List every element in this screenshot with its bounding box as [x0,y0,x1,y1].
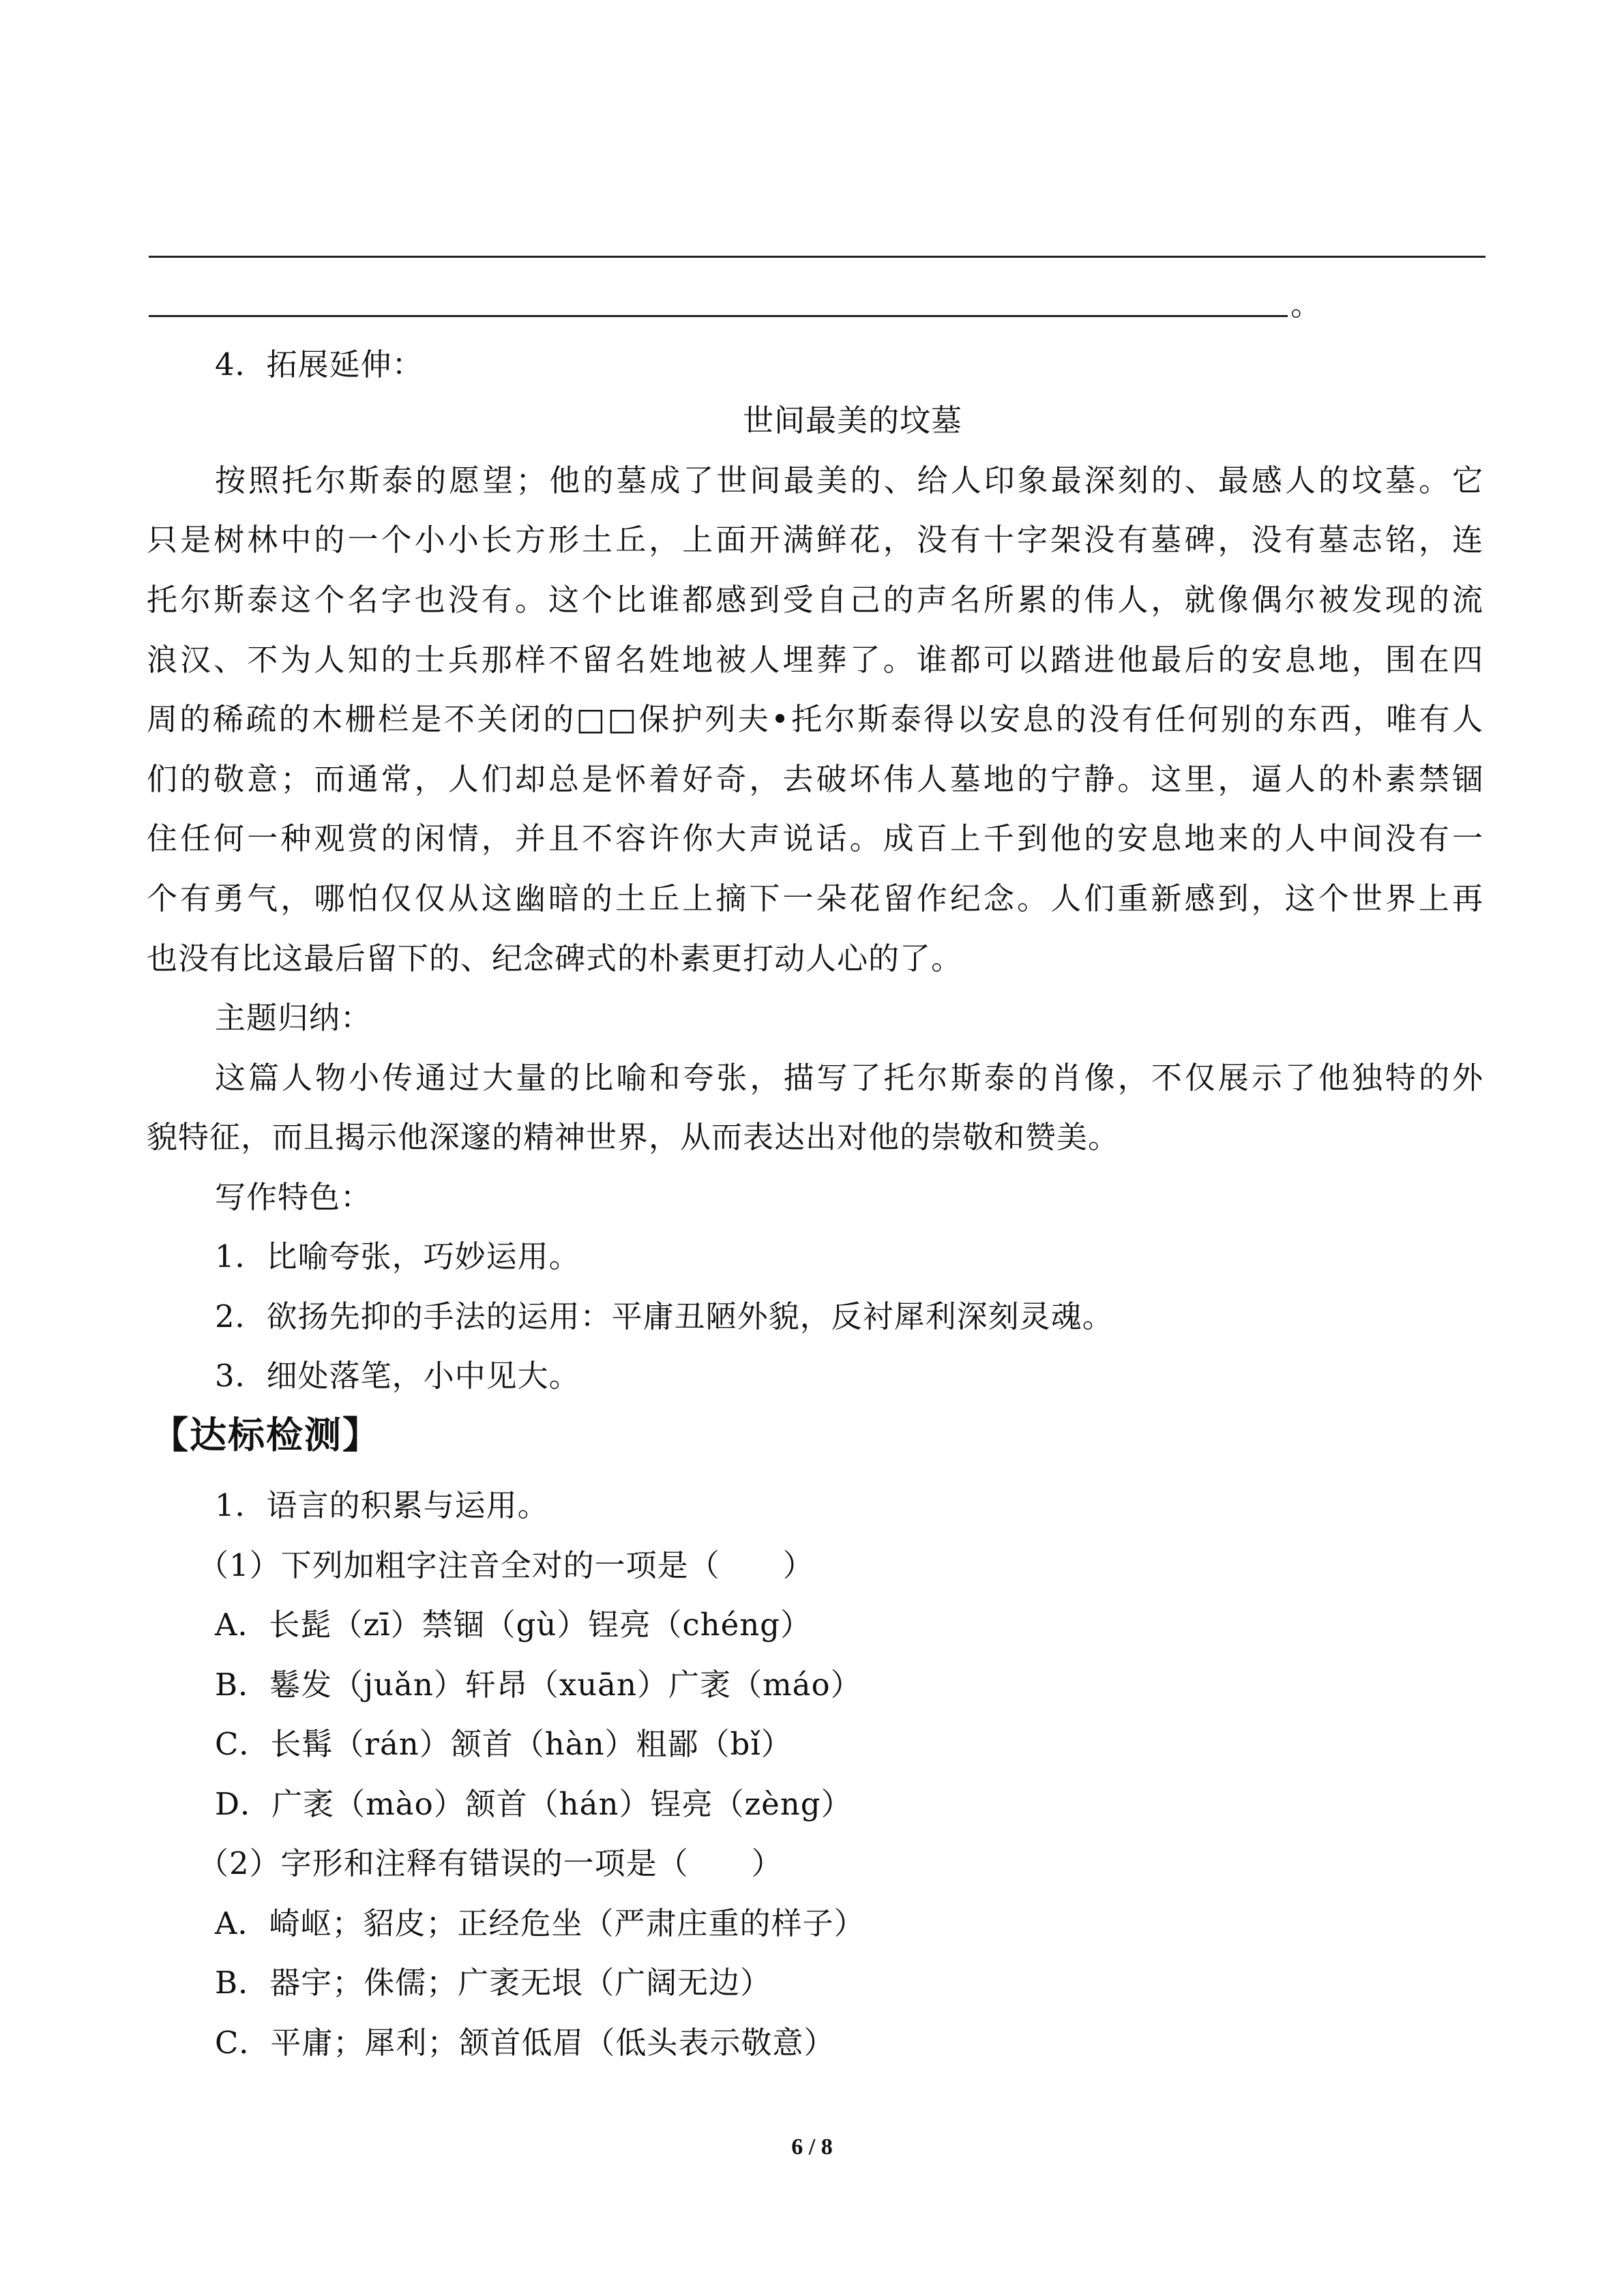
paragraph-line: 托尔斯泰这个名字也没有。这个比谁都感到受自己的声名所累的伟人，就像偶尔被发现的流 [147,582,1483,618]
paragraph-line: 们的敬意；而通常，人们却总是怀着好奇，去破坏伟人墓地的宁静。这里，逼人的朴素禁锢 [147,761,1483,797]
theme-line: 貌特征，而且揭示他深邃的精神世界，从而表达出对他的崇敬和赞美。 [147,1119,1120,1155]
feature-item: 1．比喻夸张，巧妙运用。 [215,1238,580,1274]
option-item: B．器宇；侏儒；广袤无垠（广阔无边） [215,1965,772,2001]
option-item: A．长髭（zī）禁锢（gù）锃亮（chéng） [215,1607,812,1643]
question-1: 1．语言的积累与运用。 [215,1487,549,1523]
page-number: 6 / 8 [791,2134,833,2160]
theme-line: 这篇人物小传通过大量的比喻和夸张，描写了托尔斯泰的肖像，不仅展示了他独特的外 [215,1060,1483,1096]
option-item: C．长髯（rán）颔首（hàn）粗鄙（bǐ） [215,1726,793,1762]
paragraph-line: 周的稀疏的木栅栏是不关闭的□□保护列夫•托尔斯泰得以安息的没有任何别的东西，唯有人 [147,701,1483,737]
paragraph-line: 住任何一种观赏的闲情，并且不容许你大声说话。成百上千到他的安息地来的人中间没有一 [147,820,1483,856]
section-test-heading: 【达标检测】 [151,1414,381,1457]
option-item: A．崎岖；貂皮；正经危坐（严肃庄重的样子） [215,1905,866,1941]
theme-label: 主题归纳： [215,1000,372,1036]
features-label: 写作特色： [215,1179,372,1215]
feature-item: 3．细处落笔，小中见大。 [215,1358,580,1394]
answer-line-1 [149,256,1486,258]
paragraph-line: 按照托尔斯泰的愿望；他的墓成了世间最美的、给人印象最深刻的、最感人的坟墓。它 [215,462,1483,498]
option-item: D．广袤（mào）颔首（hán）锃亮（zèng） [215,1786,853,1822]
paragraph-line: 浪汉、不为人知的士兵那样不留名姓地被人埋葬了。谁都可以踏进他最后的安息地，围在四 [147,642,1483,678]
paragraph-line: 只是树林中的一个小小长方形土丘，上面开满鲜花，没有十字架没有墓碑，没有墓志铭，连 [147,522,1483,558]
feature-item: 2．欲扬先抑的手法的运用：平庸丑陋外貌，反衬犀利深刻灵魂。 [215,1298,1114,1335]
paragraph-line: 也没有比这最后留下的、纪念碑式的朴素更打动人心的了。 [147,940,963,976]
option-item: C．平庸；犀利；颔首低眉（低头表示敬意） [215,2025,836,2061]
article-title: 世间最美的坟墓 [742,402,962,438]
question-1-2-prompt: （2）字形和注释有错误的一项是（ ） [198,1845,783,1881]
section4-heading: 4．拓展延伸： [215,346,424,383]
question-1-1-prompt: （1）下列加粗字注音全对的一项是（ ） [198,1547,814,1583]
paragraph-line: 个有勇气，哪怕仅仅从这幽暗的土丘上摘下一朵花留作纪念。人们重新感到，这个世界上再 [147,880,1483,916]
answer-line-period: 。 [1290,286,1322,323]
answer-line-2 [149,315,1288,317]
option-item: B．鬈发（juǎn）轩昂（xuān）广袤（máo） [215,1667,862,1703]
